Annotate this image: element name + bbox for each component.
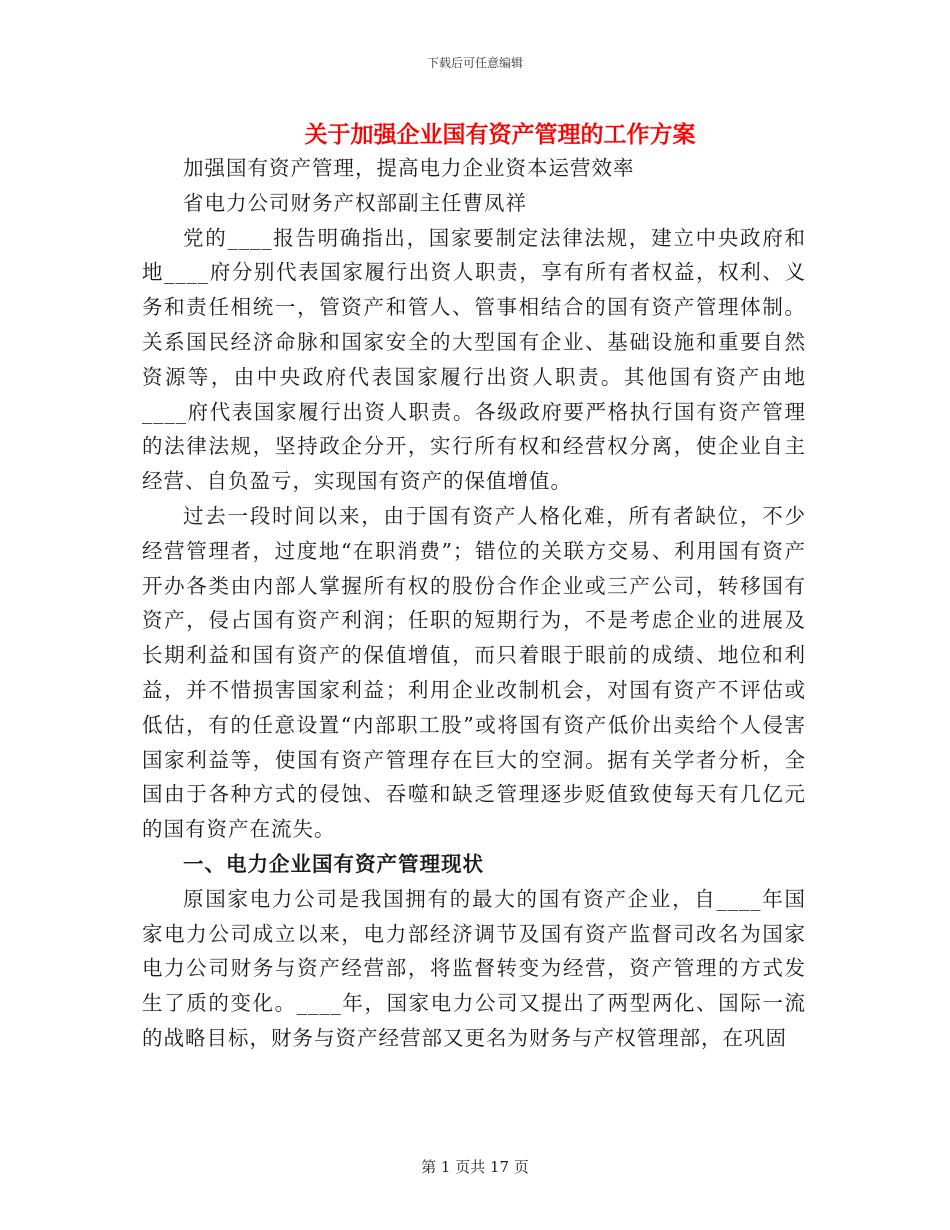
document-body [142,151,806,1056]
body-paragraph: 党的____报告明确指出，国家要制定法律法规，建立中央政府和地____府分别代表国家履行出资人职责，享有所有者权益，权利、义务和责任相统一，管资产和管人、管事相结合的国有资产管理体制。关系国民经济命脉和国家安全的大型国有企业、基础设施和重要自然资源等，由中央政府代表国家履行出资人职责。其他国有资产由地____府代表国家履行出资人职责。各级政府要严格执行国有资产管理的法律法规，坚持政企分开，实行所有权和经营权分离，使企业自主经营、自负盈亏，实现国有资产的保值增值。 [142,225,806,494]
section-heading: 一、电力企业国有资产管理现状 [183,851,484,876]
page-footer: 第 1 页共 17 页 [421,1158,529,1176]
header-note: 下载后可任意编辑 [426,56,523,70]
body-paragraph: 过去一段时间以来，由于国有资产人格化难，所有者缺位，不少经营管理者，过度地“在职消费”；错位的关联方交易、利用国有资产开办各类由内部人掌握所有权的股份合作企业或三产公司，转移国有资产，侵占国有资产利润；任职的短期行为，不是考虑企业的进展及长期利益和国有资产的保值增值，而只着眼于眼前的成绩、地位和利益，并不惜损害国家利益；利用企业改制机会，对国有资产不评估或低估，有的任意设置“内部职工股”或将国有资产低价出卖给个人侵害国家利益等，使国有资产管理存在巨大的空洞。据有关学者分析，全国由于各种方式的侵蚀、吞噬和缺乏管理逐步贬值致使每天有几亿元的国有资产在流失。 [142,503,806,842]
subtitle-line: 加强国有资产管理，提高电力企业资本运营效率 [183,156,635,180]
author-line: 省电力公司财务产权部副主任曹凤祥 [183,190,527,215]
document-title: 关于加强企业国有资产管理的工作方案 [304,121,696,148]
body-paragraph: 原国家电力公司是我国拥有的最大的国有资产企业，自____年国家电力公司成立以来，电力部经济调节及国有资产监督司改名为国家电力公司财务与资产经营部，将监督转变为经营，资产管理的方式发生了质的变化。____年，国家电力公司又提出了两型两化、国际一流的战略目标，财务与资产经营部又更名为财务与产权管理部，在巩固 [142,886,806,1050]
